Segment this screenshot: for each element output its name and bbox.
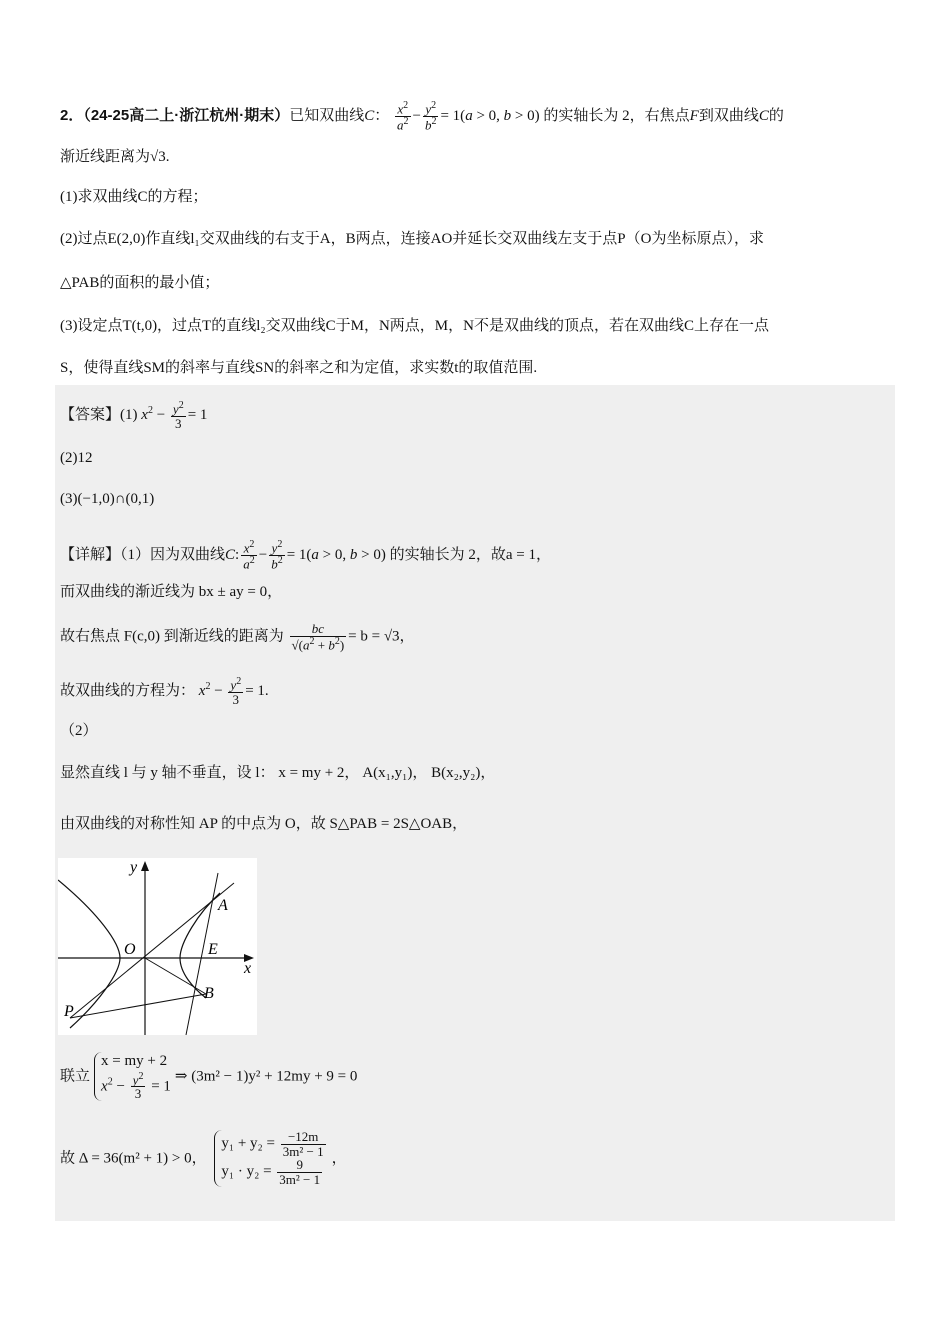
stem-text-c: 到双曲线	[698, 107, 759, 124]
part-1: (1)求双曲线C的方程；	[60, 189, 208, 205]
part-3-a: (3)设定点T(t,0)，过点T的直线l₂交双曲线C于M，N两点，M，N不是双曲线的顶点，若在双曲线C上存在一点	[60, 318, 769, 334]
vieta-prod-den: 3m² − 1	[279, 1171, 321, 1187]
detail-line-3	[60, 622, 415, 652]
frac-x2-a2: $\frac{x^2}{a^2}$	[397, 100, 409, 133]
frac-detail-y2: $\frac{y^2}{b^2}$	[271, 539, 283, 572]
stem-text-d: 的	[768, 107, 784, 124]
detail-label: 【详解】	[60, 546, 121, 563]
curve-name-2: C	[758, 107, 769, 124]
detail-1a: （1）因为双曲线	[120, 546, 226, 563]
frac-distance: $\frac{bc}{√(a^2 + b^2)}$	[291, 621, 345, 652]
detail-3a: 故右焦点 F(c,0) 到渐近线的距离为	[60, 628, 284, 645]
detail-7: 由双曲线的对称性知 AP 的中点为 O，故 S△PAB = 2S△OAB，	[60, 816, 468, 832]
vieta-sum-lhs: y₁ + y₂ =	[221, 1135, 275, 1152]
question-number: 2．	[60, 106, 84, 124]
frac-detail-x2: $\frac{x^2}{a^2}$	[243, 539, 255, 572]
hyperbola-svg	[58, 858, 257, 1035]
hyperbola-figure	[58, 858, 257, 1035]
label-O: O	[124, 941, 136, 958]
question-source: （24-25高二上·浙江杭州·期末）	[83, 106, 290, 124]
label-y: y	[130, 859, 138, 876]
label-E: E	[208, 941, 218, 958]
detail-9a: 故 Δ = 36(m² + 1) > 0，	[60, 1150, 207, 1167]
y-axis-arrow-icon	[141, 861, 149, 871]
question-line-1: 2．（24-25高二上·浙江杭州·期末）已知双曲线C： $\frac{x^2}{a^2}$ − $\frac{y^2}{b^2}$ = 1(a > 0, b > 0) 的实轴长为 2，右焦点F到双曲线C的	[60, 100, 784, 133]
answer-1-prefix: (1)	[120, 407, 138, 423]
detail-line-9	[60, 1130, 347, 1187]
part-3-b: S，使得直线SM的斜率与直线SN的斜率之和为定值，求实数t的取值范围.	[60, 360, 538, 376]
detail-3b: = b = √3，	[348, 628, 415, 645]
system-brace	[94, 1052, 171, 1101]
label-B: B	[204, 985, 214, 1002]
detail-4a: 故双曲线的方程为：	[60, 683, 196, 699]
detail-1c: a = 1，	[505, 546, 551, 563]
vieta-prod-num: 9	[277, 1158, 322, 1173]
detail-5: （2）	[60, 723, 98, 739]
curve-name: C	[364, 107, 375, 124]
question-line-2: 渐近线距离为√3.	[60, 149, 170, 165]
vieta-sum	[221, 1130, 327, 1158]
frac-y2-b2: $\frac{y^2}{b^2}$	[424, 100, 437, 133]
detail-1b: 的实轴长为 2，故	[389, 546, 506, 563]
detail-9-end: ，	[331, 1150, 347, 1167]
stem-text-a: 已知双曲线	[289, 107, 365, 124]
vieta-product	[221, 1158, 327, 1186]
vieta-sum-num: −12m	[281, 1130, 326, 1145]
label-P: P	[64, 1003, 74, 1020]
label-A: A	[218, 897, 228, 914]
detail-line-1: 【详解】（1）因为双曲线C: $\frac{x^2}{a^2}$ − $\frac{y^2}{b^2}$ = 1(a > 0, b > 0) 的实轴长为 2，故a = 1，	[60, 539, 551, 572]
answer-line-1: 【答案】(1) $x^2$ − $\frac{y^2}{3}$ = 1	[60, 399, 208, 431]
system-eq-1: x = my + 2	[101, 1053, 168, 1069]
part-2-a: (2)过点E(2,0)作直线l₁交双曲线的右支于A，B两点，连接AO并延长交双曲线左支于点P（O为坐标原点），求	[60, 231, 764, 247]
answer-3: (3)(−1,0)∩(0,1)	[60, 491, 155, 507]
answer-label: 【答案】	[60, 407, 121, 423]
system-eq-2: $x^2$ − $\frac{y^2}{3}$ = 1	[101, 1070, 171, 1102]
vieta-prod-lhs: y₁ · y₂ =	[221, 1163, 272, 1180]
line-OB	[145, 958, 206, 994]
stem-line-2: 渐近线距离为	[60, 149, 151, 165]
detail-2: 而双曲线的渐近线为 bx ± ay = 0，	[60, 584, 283, 600]
label-x: x	[244, 960, 252, 977]
answer-2: (2)12	[60, 450, 93, 466]
detail-8-label: 联立	[60, 1068, 91, 1085]
detail-line-4: 故双曲线的方程为： $x^2$ − $\frac{y^2}{3}$ = 1.	[60, 675, 269, 707]
vieta-brace	[214, 1130, 327, 1187]
part-2-b: △PAB的面积的最小值；	[60, 275, 220, 291]
detail-8-result: ⇒ (3m² − 1)y² + 12my + 9 = 0	[174, 1068, 358, 1085]
sqrt3: √3	[150, 149, 166, 165]
frac-y2-3: $\frac{y^2}{3}$	[172, 399, 184, 431]
detail-line-8	[60, 1052, 357, 1101]
focus-name: F	[689, 107, 699, 124]
vieta-sum-den: 3m² − 1	[282, 1143, 324, 1159]
line-PB	[70, 994, 206, 1018]
detail-6: 显然直线 l 与 y 轴不垂直，设 l： x = my + 2， A(x₁,y₁)， B(x₂,y₂)，	[60, 765, 496, 781]
stem-text-b: 的实轴长为 2，右焦点	[543, 107, 690, 124]
frac-y2-3-b: $\frac{y^2}{3}$	[230, 675, 242, 707]
